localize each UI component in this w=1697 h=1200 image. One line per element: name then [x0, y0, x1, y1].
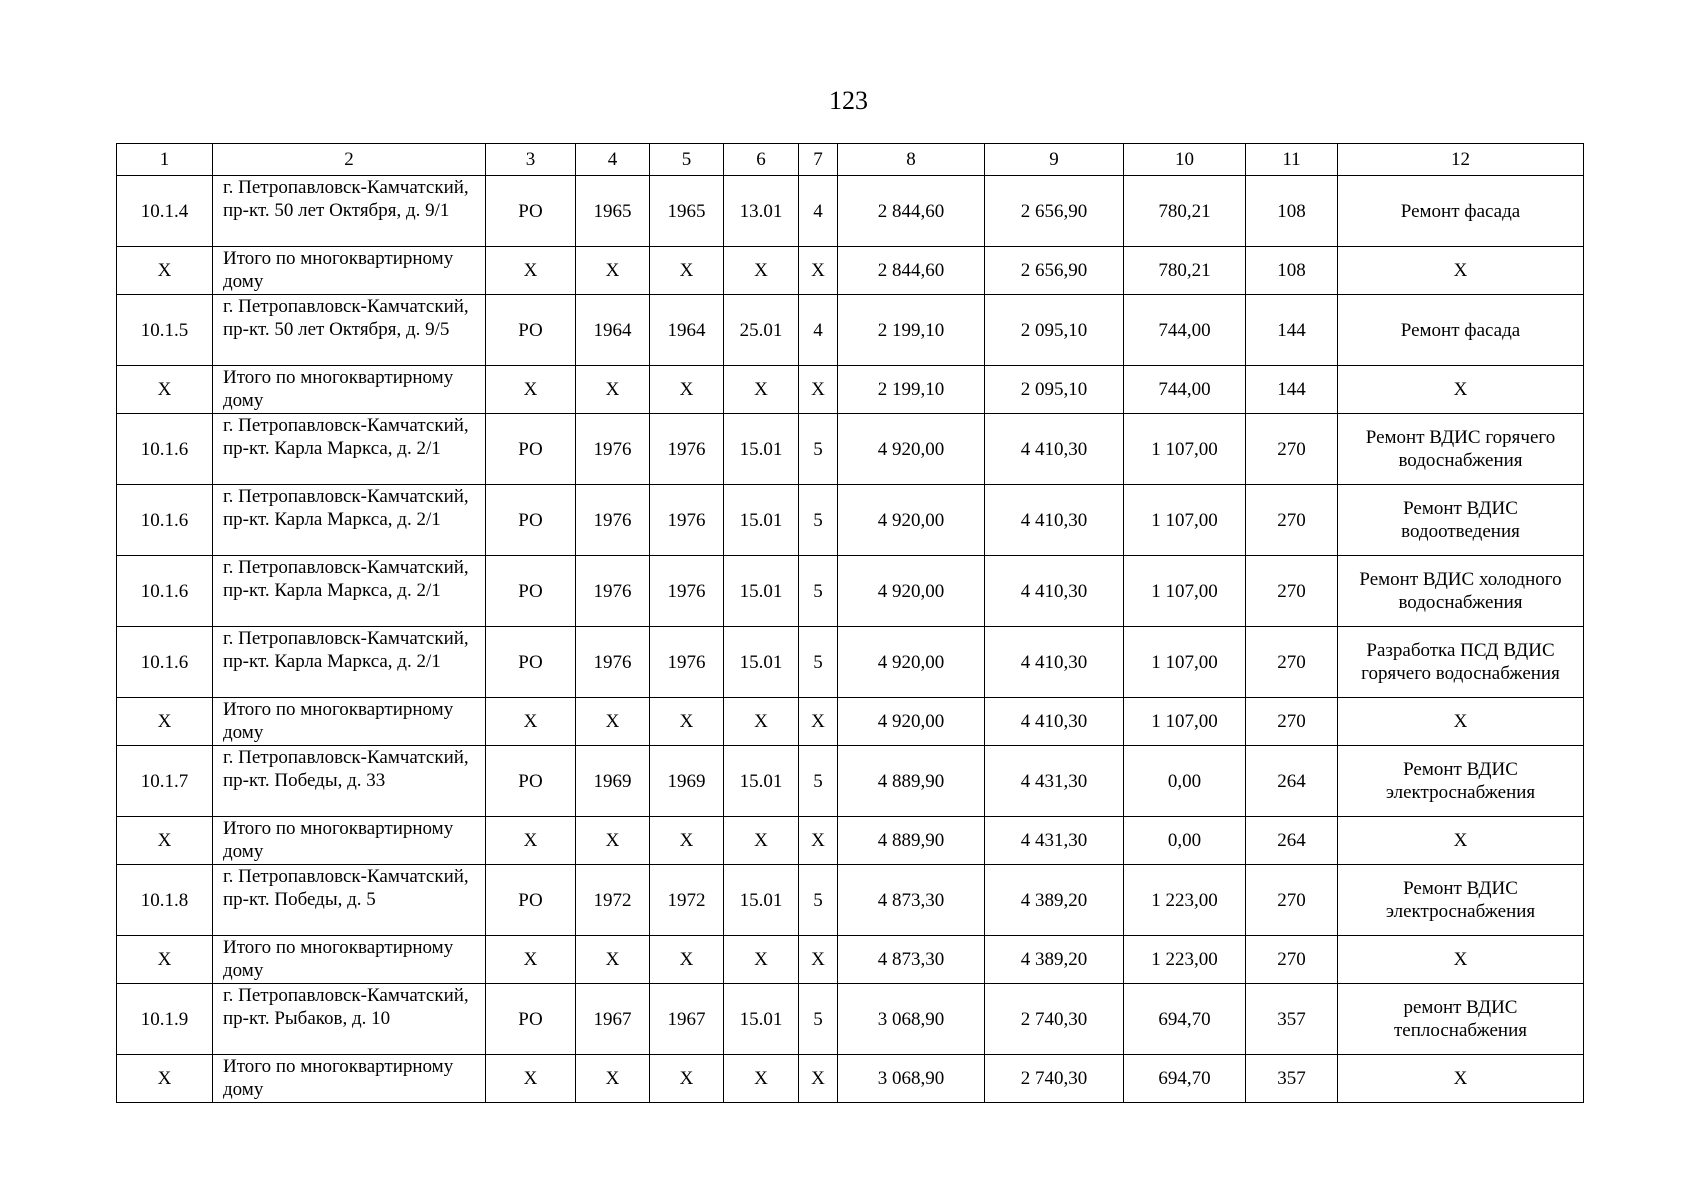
total-area-cell: 3 068,90	[838, 1055, 985, 1103]
floors-cell: 5	[799, 485, 838, 556]
nonliving-area-cell: 1 107,00	[1124, 698, 1246, 746]
total-area-cell: 4 920,00	[838, 414, 985, 485]
living-area-cell: 2 095,10	[985, 295, 1124, 366]
column-header: 5	[650, 144, 724, 176]
work-type-cell: Ремонт ВДИС горячего водоснабжения	[1338, 414, 1584, 485]
residents-cell: 270	[1246, 936, 1338, 984]
owner-type-cell: РО	[486, 485, 576, 556]
owner-type-cell: РО	[486, 556, 576, 627]
table-row	[117, 865, 1584, 936]
wall-material-cell: 15.01	[724, 556, 799, 627]
year-commissioned-cell: X	[650, 817, 724, 865]
table-row	[117, 984, 1584, 1055]
total-row	[117, 366, 1584, 414]
column-number-header-row	[117, 144, 1584, 176]
floors-cell: 5	[799, 746, 838, 817]
table-row	[117, 627, 1584, 698]
table-row	[117, 414, 1584, 485]
residents-cell: 144	[1246, 366, 1338, 414]
nonliving-area-cell: 744,00	[1124, 295, 1246, 366]
nonliving-area-cell: 1 107,00	[1124, 414, 1246, 485]
floors-cell: 5	[799, 984, 838, 1055]
owner-type-cell: X	[486, 247, 576, 295]
residents-cell: 108	[1246, 247, 1338, 295]
wall-material-cell: 15.01	[724, 414, 799, 485]
address-cell: г. Петропавловск-Камчатский, пр-кт. 50 лет Октября, д. 9/5	[213, 295, 486, 366]
address-cell: г. Петропавловск-Камчатский, пр-кт. Карла Маркса, д. 2/1	[213, 485, 486, 556]
year-commissioned-cell: 1976	[650, 414, 724, 485]
wall-material-cell: X	[724, 247, 799, 295]
item-number-cell: 10.1.6	[117, 414, 213, 485]
nonliving-area-cell: 744,00	[1124, 366, 1246, 414]
living-area-cell: 4 389,20	[985, 865, 1124, 936]
wall-material-cell: 15.01	[724, 865, 799, 936]
total-area-cell: 4 873,30	[838, 865, 985, 936]
owner-type-cell: РО	[486, 746, 576, 817]
owner-type-cell: X	[486, 366, 576, 414]
year-commissioned-cell: X	[650, 936, 724, 984]
item-number-cell: X	[117, 1055, 213, 1103]
year-built-cell: 1965	[576, 176, 650, 247]
total-area-cell: 4 920,00	[838, 698, 985, 746]
residents-cell: 270	[1246, 485, 1338, 556]
total-row	[117, 1055, 1584, 1103]
living-area-cell: 4 410,30	[985, 485, 1124, 556]
living-area-cell: 4 389,20	[985, 936, 1124, 984]
residents-cell: 270	[1246, 556, 1338, 627]
living-area-cell: 2 095,10	[985, 366, 1124, 414]
year-built-cell: 1967	[576, 984, 650, 1055]
table-row	[117, 556, 1584, 627]
wall-material-cell: 15.01	[724, 984, 799, 1055]
total-area-cell: 2 199,10	[838, 366, 985, 414]
residents-cell: 270	[1246, 414, 1338, 485]
nonliving-area-cell: 694,70	[1124, 984, 1246, 1055]
nonliving-area-cell: 1 223,00	[1124, 865, 1246, 936]
table-body	[117, 176, 1584, 1103]
year-commissioned-cell: 1964	[650, 295, 724, 366]
year-built-cell: 1964	[576, 295, 650, 366]
floors-cell: 5	[799, 556, 838, 627]
floors-cell: 5	[799, 627, 838, 698]
column-header: 12	[1338, 144, 1584, 176]
work-type-cell: Ремонт фасада	[1338, 295, 1584, 366]
nonliving-area-cell: 694,70	[1124, 1055, 1246, 1103]
work-type-cell: X	[1338, 698, 1584, 746]
work-type-cell: Ремонт ВДИС водоотведения	[1338, 485, 1584, 556]
address-cell: Итого по многоквартирному дому	[213, 366, 486, 414]
wall-material-cell: X	[724, 1055, 799, 1103]
floors-cell: X	[799, 366, 838, 414]
living-area-cell: 2 740,30	[985, 984, 1124, 1055]
total-row	[117, 936, 1584, 984]
wall-material-cell: 15.01	[724, 627, 799, 698]
year-commissioned-cell: 1965	[650, 176, 724, 247]
address-cell: г. Петропавловск-Камчатский, пр-кт. Карла Маркса, д. 2/1	[213, 414, 486, 485]
living-area-cell: 4 410,30	[985, 556, 1124, 627]
work-type-cell: X	[1338, 366, 1584, 414]
item-number-cell: 10.1.5	[117, 295, 213, 366]
residents-cell: 357	[1246, 1055, 1338, 1103]
floors-cell: X	[799, 1055, 838, 1103]
column-header: 10	[1124, 144, 1246, 176]
total-area-cell: 4 873,30	[838, 936, 985, 984]
address-cell: г. Петропавловск-Камчатский, пр-кт. Рыбаков, д. 10	[213, 984, 486, 1055]
owner-type-cell: X	[486, 1055, 576, 1103]
owner-type-cell: РО	[486, 865, 576, 936]
address-cell: Итого по многоквартирному дому	[213, 817, 486, 865]
column-header: 4	[576, 144, 650, 176]
work-type-cell: X	[1338, 817, 1584, 865]
total-row	[117, 817, 1584, 865]
year-built-cell: 1976	[576, 414, 650, 485]
year-built-cell: 1976	[576, 485, 650, 556]
year-commissioned-cell: 1969	[650, 746, 724, 817]
item-number-cell: 10.1.7	[117, 746, 213, 817]
work-type-cell: Ремонт ВДИС электроснабжения	[1338, 746, 1584, 817]
floors-cell: X	[799, 817, 838, 865]
nonliving-area-cell: 0,00	[1124, 746, 1246, 817]
year-built-cell: X	[576, 698, 650, 746]
address-cell: г. Петропавловск-Камчатский, пр-кт. 50 лет Октября, д. 9/1	[213, 176, 486, 247]
residents-cell: 264	[1246, 746, 1338, 817]
item-number-cell: X	[117, 817, 213, 865]
nonliving-area-cell: 1 107,00	[1124, 556, 1246, 627]
year-commissioned-cell: 1967	[650, 984, 724, 1055]
item-number-cell: 10.1.9	[117, 984, 213, 1055]
owner-type-cell: РО	[486, 984, 576, 1055]
owner-type-cell: РО	[486, 627, 576, 698]
residents-cell: 357	[1246, 984, 1338, 1055]
nonliving-area-cell: 1 223,00	[1124, 936, 1246, 984]
year-commissioned-cell: 1976	[650, 485, 724, 556]
floors-cell: X	[799, 936, 838, 984]
table-row	[117, 485, 1584, 556]
total-area-cell: 4 920,00	[838, 627, 985, 698]
wall-material-cell: 15.01	[724, 746, 799, 817]
column-header: 2	[213, 144, 486, 176]
living-area-cell: 2 656,90	[985, 176, 1124, 247]
address-cell: г. Петропавловск-Камчатский, пр-кт. Победы, д. 33	[213, 746, 486, 817]
wall-material-cell: 25.01	[724, 295, 799, 366]
item-number-cell: X	[117, 247, 213, 295]
address-cell: г. Петропавловск-Камчатский, пр-кт. Победы, д. 5	[213, 865, 486, 936]
work-type-cell: Ремонт ВДИС холодного водоснабжения	[1338, 556, 1584, 627]
nonliving-area-cell: 0,00	[1124, 817, 1246, 865]
item-number-cell: 10.1.8	[117, 865, 213, 936]
total-area-cell: 4 889,90	[838, 746, 985, 817]
year-commissioned-cell: X	[650, 698, 724, 746]
living-area-cell: 2 656,90	[985, 247, 1124, 295]
total-area-cell: 2 844,60	[838, 176, 985, 247]
wall-material-cell: X	[724, 936, 799, 984]
nonliving-area-cell: 780,21	[1124, 176, 1246, 247]
total-area-cell: 2 844,60	[838, 247, 985, 295]
year-commissioned-cell: X	[650, 247, 724, 295]
owner-type-cell: X	[486, 698, 576, 746]
total-area-cell: 4 889,90	[838, 817, 985, 865]
column-header: 3	[486, 144, 576, 176]
year-built-cell: 1976	[576, 556, 650, 627]
total-area-cell: 4 920,00	[838, 556, 985, 627]
living-area-cell: 4 431,30	[985, 746, 1124, 817]
year-commissioned-cell: 1972	[650, 865, 724, 936]
living-area-cell: 4 431,30	[985, 817, 1124, 865]
item-number-cell: 10.1.4	[117, 176, 213, 247]
total-row	[117, 698, 1584, 746]
year-built-cell: 1969	[576, 746, 650, 817]
column-header: 11	[1246, 144, 1338, 176]
capital-repair-table	[116, 143, 1584, 1103]
table-row	[117, 746, 1584, 817]
residents-cell: 270	[1246, 627, 1338, 698]
year-built-cell: X	[576, 936, 650, 984]
total-area-cell: 3 068,90	[838, 984, 985, 1055]
total-area-cell: 2 199,10	[838, 295, 985, 366]
residents-cell: 108	[1246, 176, 1338, 247]
table-row	[117, 176, 1584, 247]
page-number: 123	[829, 86, 868, 115]
work-type-cell: X	[1338, 247, 1584, 295]
work-type-cell: X	[1338, 1055, 1584, 1103]
column-header: 1	[117, 144, 213, 176]
address-cell: Итого по многоквартирному дому	[213, 698, 486, 746]
year-built-cell: 1976	[576, 627, 650, 698]
wall-material-cell: 13.01	[724, 176, 799, 247]
column-header: 6	[724, 144, 799, 176]
work-type-cell: Ремонт ВДИС электроснабжения	[1338, 865, 1584, 936]
nonliving-area-cell: 780,21	[1124, 247, 1246, 295]
floors-cell: 5	[799, 865, 838, 936]
item-number-cell: X	[117, 698, 213, 746]
column-header: 9	[985, 144, 1124, 176]
wall-material-cell: X	[724, 698, 799, 746]
table-row	[117, 295, 1584, 366]
work-type-cell: Ремонт фасада	[1338, 176, 1584, 247]
work-type-cell: Разработка ПСД ВДИС горячего водоснабжения	[1338, 627, 1584, 698]
wall-material-cell: X	[724, 366, 799, 414]
item-number-cell: 10.1.6	[117, 485, 213, 556]
address-cell: г. Петропавловск-Камчатский, пр-кт. Карла Маркса, д. 2/1	[213, 627, 486, 698]
wall-material-cell: X	[724, 817, 799, 865]
floors-cell: 5	[799, 414, 838, 485]
work-type-cell: X	[1338, 936, 1584, 984]
year-built-cell: X	[576, 247, 650, 295]
floors-cell: 4	[799, 176, 838, 247]
year-built-cell: X	[576, 1055, 650, 1103]
residents-cell: 270	[1246, 865, 1338, 936]
residents-cell: 270	[1246, 698, 1338, 746]
column-header: 8	[838, 144, 985, 176]
living-area-cell: 4 410,30	[985, 414, 1124, 485]
year-built-cell: X	[576, 817, 650, 865]
owner-type-cell: РО	[486, 176, 576, 247]
residents-cell: 264	[1246, 817, 1338, 865]
nonliving-area-cell: 1 107,00	[1124, 627, 1246, 698]
owner-type-cell: РО	[486, 414, 576, 485]
work-type-cell: ремонт ВДИС теплоснабжения	[1338, 984, 1584, 1055]
floors-cell: 4	[799, 295, 838, 366]
floors-cell: X	[799, 698, 838, 746]
item-number-cell: X	[117, 936, 213, 984]
living-area-cell: 4 410,30	[985, 627, 1124, 698]
year-built-cell: X	[576, 366, 650, 414]
item-number-cell: 10.1.6	[117, 627, 213, 698]
year-commissioned-cell: 1976	[650, 627, 724, 698]
address-cell: г. Петропавловск-Камчатский, пр-кт. Карла Маркса, д. 2/1	[213, 556, 486, 627]
year-commissioned-cell: 1976	[650, 556, 724, 627]
owner-type-cell: РО	[486, 295, 576, 366]
wall-material-cell: 15.01	[724, 485, 799, 556]
address-cell: Итого по многоквартирному дому	[213, 247, 486, 295]
living-area-cell: 2 740,30	[985, 1055, 1124, 1103]
year-built-cell: 1972	[576, 865, 650, 936]
residents-cell: 144	[1246, 295, 1338, 366]
nonliving-area-cell: 1 107,00	[1124, 485, 1246, 556]
total-row	[117, 247, 1584, 295]
owner-type-cell: X	[486, 936, 576, 984]
item-number-cell: 10.1.6	[117, 556, 213, 627]
column-header: 7	[799, 144, 838, 176]
address-cell: Итого по многоквартирному дому	[213, 936, 486, 984]
year-commissioned-cell: X	[650, 1055, 724, 1103]
year-commissioned-cell: X	[650, 366, 724, 414]
total-area-cell: 4 920,00	[838, 485, 985, 556]
living-area-cell: 4 410,30	[985, 698, 1124, 746]
floors-cell: X	[799, 247, 838, 295]
item-number-cell: X	[117, 366, 213, 414]
owner-type-cell: X	[486, 817, 576, 865]
address-cell: Итого по многоквартирному дому	[213, 1055, 486, 1103]
